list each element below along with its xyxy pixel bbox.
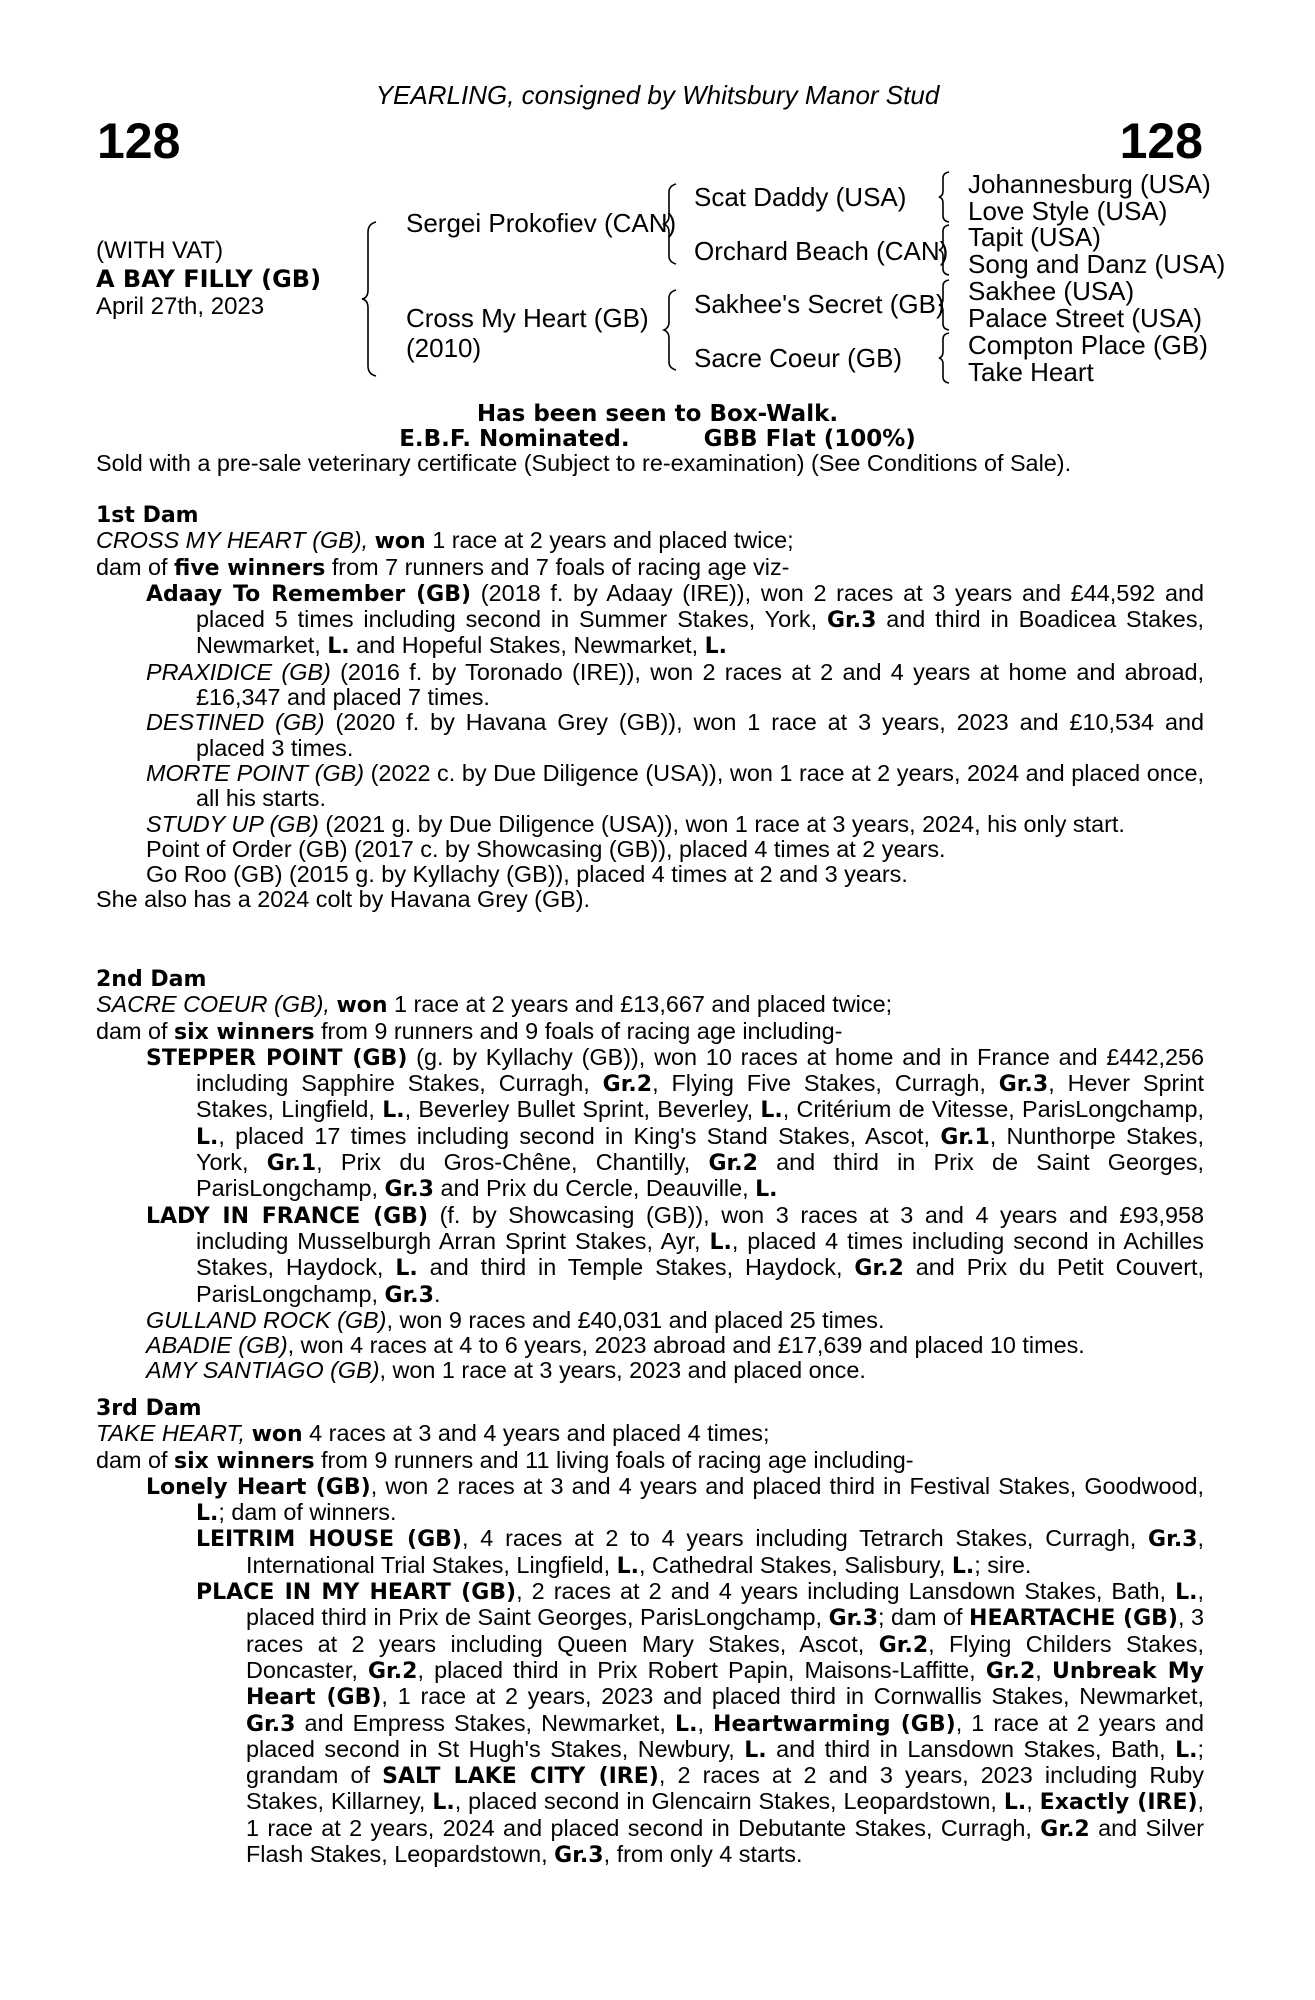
produce-entry: PLACE IN MY HEART (GB), 2 races at 2 and 4 years including Lansdown Stakes, Bath, L., placed third in Prix de Saint Georges, ParisLongchamp, Gr.3; dam of HEARTACHE (GB), 3 races at 2 years including Queen Mary Stakes, Ascot, Gr.2, Flying Childers Stakes, Doncaster, Gr.2, placed third in Prix Robert Papin, Maisons-Laffitte, Gr.2, Unbreak My Heart (GB), 1 race at 2 years, 2023 and placed third in Cornwallis Stakes, Newmarket, Gr.3 and Empress Stakes, Newmarket, L., Heartwarming (GB), 1 race at 2 years and placed second in St Hugh's Stakes, Newbury, L. and third in Lansdown Stakes, Bath, L.; grandam of SALT LAKE CITY (IRE), 2 races at 2 and 3 years, 2023 including Ruby Stakes, Killarney, L., placed second in Glencairn Stakes, Leopardstown, L., Exactly (IRE), 1 race at 2 years, 2024 and placed second in Debutante Stakes, Curragh, Gr.2 and Silver Flash Stakes, Leopardstown, Gr.3, from only 4 starts.	[196, 1578, 1205, 1869]
second-dam-produce-line: dam of six winners from 9 runners and 9 foals of racing age including-	[96, 1017, 843, 1045]
second-dam-heading: 2nd Dam	[96, 967, 207, 992]
pedigree-brace-g1	[939, 172, 953, 222]
boxwalk-note: Has been seen to Box-Walk.	[476, 401, 839, 427]
gbb-note: GBB Flat (100%)	[703, 426, 916, 452]
also-note: She also has a 2024 colt by Havana Grey (GB).	[96, 886, 591, 913]
gen3-4: Song and Danz (USA)	[968, 249, 1226, 279]
produce-entry: Adaay To Remember (GB) (2018 f. by Adaay (IRE)), won 2 races at 3 years and £44,592 and placed 5 times including second in Summer Stakes, York, Gr.3 and third in Boadicea Stakes, Newmarket, L. and Hopeful Stakes, Newmarket, L.	[146, 579, 1205, 660]
pedigree-brace-main	[362, 222, 382, 376]
dam: Cross My Heart (GB)	[406, 303, 649, 333]
nomination-line	[0, 426, 1315, 452]
produce-entry: ABADIE (GB), won 4 races at 4 to 6 years, 2023 abroad and £17,639 and placed 10 times.	[146, 1332, 1085, 1359]
gen3-3: Tapit (USA)	[968, 222, 1101, 252]
produce-entry: Go Roo (GB) (2015 g. by Kyllachy (GB)), placed 4 times at 2 and 3 years.	[146, 861, 908, 888]
gen3-5: Sakhee (USA)	[968, 276, 1135, 306]
dam-year: (2010)	[406, 333, 482, 363]
pedigree-brace-dam	[664, 290, 682, 370]
produce-entry: PRAXIDICE (GB) (2016 f. by Toronado (IRE)), won 2 races at 2 and 4 years at home and abroad, £16,347 and placed 7 times.	[146, 658, 1205, 711]
consignment-line: YEARLING, consigned by Whitsbury Manor Stud	[375, 80, 940, 110]
lot-description: A BAY FILLY (GB)	[96, 265, 322, 293]
produce-entry: DESTINED (GB) (2020 f. by Havana Grey (GB)), won 1 race at 3 years, 2023 and £10,534 and placed 3 times.	[146, 709, 1205, 761]
produce-entry: Point of Order (GB) (2017 c. by Showcasing (GB)), placed 4 times at 2 years.	[146, 835, 946, 862]
gen3-8: Take Heart	[968, 357, 1094, 387]
first-dam-line: CROSS MY HEART (GB), won 1 race at 2 years and placed twice;	[96, 527, 794, 555]
second-dam-line: SACRE COEUR (GB), won 1 race at 2 years and £13,667 and placed twice;	[96, 991, 893, 1019]
produce-entry: MORTE POINT (GB) (2022 c. by Due Diligence (USA)), won 1 race at 2 years, 2024 and placed once, all his starts.	[146, 759, 1204, 812]
gen3-7: Compton Place (GB)	[968, 330, 1208, 360]
produce-entry: STUDY UP (GB) (2021 g. by Due Diligence (USA)), won 1 race at 3 years, 2024, his only start.	[146, 810, 1125, 837]
dam-name: CROSS MY HEART (GB),	[96, 527, 369, 554]
third-dam-produce-line: dam of six winners from 9 runners and 11 living foals of racing age including-	[96, 1446, 914, 1474]
produce-entry: STEPPER POINT (GB) (g. by Kyllachy (GB)), won 10 races at home and in France and £442,256 including Sapphire Stakes, Curragh, Gr.2, Flying Five Stakes, Curragh, Gr.3, Hever Sprint Stakes, Lingfield, L., Beverley Bullet Sprint, Beverley, L., Critérium de Vitesse, ParisLongchamp, L., placed 17 times including second in King's Stand Stakes, Ascot, Gr.1, Nunthorpe Stakes, York, Gr.1, Prix du Gros-Chêne, Chantilly, Gr.2 and third in Prix de Saint Georges, ParisLongchamp, Gr.3 and Prix du Cercle, Deauville, L.	[146, 1043, 1205, 1203]
lot-number-right: 128	[1119, 113, 1203, 169]
dam-dam: Sacre Coeur (GB)	[694, 343, 903, 373]
first-dam-section	[96, 503, 1204, 913]
gen3-2: Love Style (USA)	[968, 196, 1168, 226]
lot-number-left: 128	[97, 113, 181, 169]
sire: Sergei Prokofiev (CAN)	[406, 208, 677, 238]
third-dam-heading: 3rd Dam	[96, 1396, 202, 1421]
dam-sire: Sakhee's Secret (GB)	[694, 289, 945, 319]
produce-entry: LEITRIM HOUSE (GB), 4 races at 2 to 4 years including Tetrarch Stakes, Curragh, Gr.3, International Trial Stakes, Lingfield, L., Cathedral Stakes, Salisbury, L.; sire.	[196, 1525, 1204, 1579]
gen3-6: Palace Street (USA)	[968, 303, 1203, 333]
third-dam-section	[96, 1396, 1204, 1868]
first-dam-produce-line: dam of five winners from 7 runners and 7 foals of racing age viz-	[96, 553, 790, 581]
foaled-date: April 27th, 2023	[96, 293, 265, 320]
produce-entry: Lonely Heart (GB), won 2 races at 3 and 4 years and placed third in Festival Stakes, Goodwood, L.; dam of winners.	[146, 1472, 1204, 1527]
ebf-note: E.B.F. Nominated.	[399, 426, 630, 452]
sire-sire: Scat Daddy (USA)	[694, 182, 907, 212]
third-dam-line: TAKE HEART, won 4 races at 3 and 4 years and placed 4 times;	[96, 1420, 770, 1448]
gen3-1: Johannesburg (USA)	[968, 169, 1211, 199]
pedigree-brace-g4	[939, 333, 953, 383]
vat-note: (WITH VAT)	[96, 237, 224, 264]
second-dam-section	[96, 967, 1204, 1384]
produce-entry: LADY IN FRANCE (GB) (f. by Showcasing (GB)), won 3 races at 3 and 4 years and £93,958 including Musselburgh Arran Sprint Stakes, Ayr, L., placed 4 times including second in Achilles Stakes, Haydock, L. and third in Temple Stakes, Haydock, Gr.2 and Prix du Petit Couvert, ParisLongchamp, Gr.3.	[146, 1201, 1205, 1308]
sire-dam: Orchard Beach (CAN)	[694, 236, 949, 266]
produce-entry: AMY SANTIAGO (GB), won 1 race at 3 years, 2023 and placed once.	[146, 1357, 866, 1384]
produce-entry: GULLAND ROCK (GB), won 9 races and £40,031 and placed 25 times.	[146, 1306, 885, 1333]
sale-note: Sold with a pre-sale veterinary certificate (Subject to re-examination) (See Conditions of Sale).	[96, 450, 1072, 476]
first-dam-heading: 1st Dam	[96, 503, 199, 528]
